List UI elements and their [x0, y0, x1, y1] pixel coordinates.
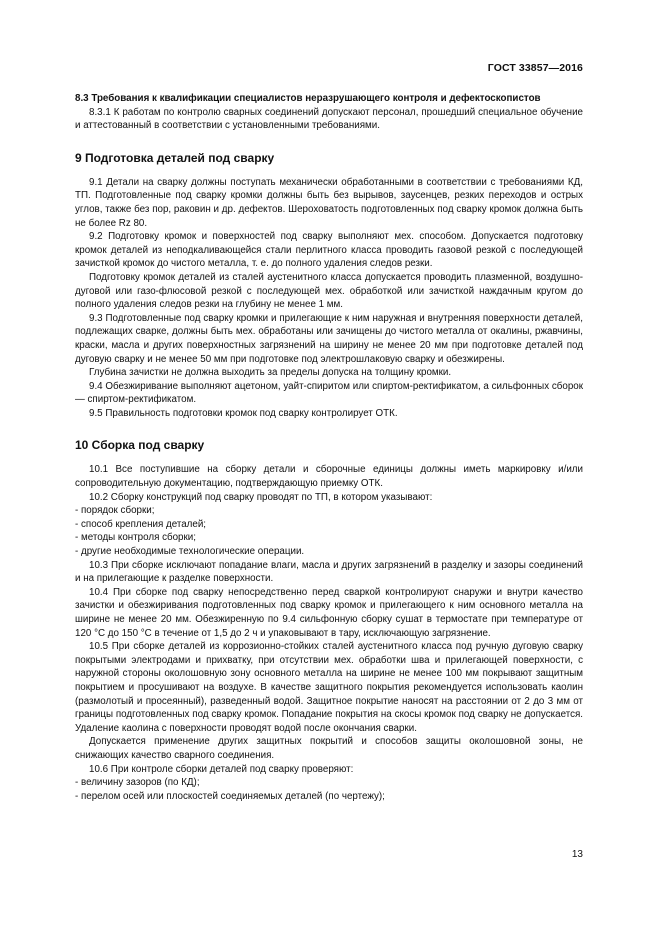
paragraph-9-5: 9.5 Правильность подготовки кромок под сварку контролирует ОТК. — [89, 407, 398, 419]
paragraph-9-4: 9.4 Обезжиривание выполняют ацетоном, уайт-спиритом или спиртом-ректификатом, а сильфонных сборок — спиртом-ректификатом. — [75, 380, 583, 406]
list-item: - способ крепления деталей; — [75, 518, 207, 530]
document-code-header: ГОСТ 33857—2016 — [487, 62, 583, 74]
paragraph-8-3-1: 8.3.1 К работам по контролю сварных соединений допускают персонал, прошедший специальное обучение и аттестованный в соответствии с установленными требованиями. — [75, 106, 583, 132]
list-10-6 — [75, 776, 583, 803]
list-item: - величину зазоров (по КД); — [75, 777, 200, 789]
paragraph-9-1: 9.1 Детали на сварку должны поступать механически обработанными в соответствии с требованиями КД, ТП. Подготовленные под сварку кромки должны быть без вырывов, заусенцев, резких переходов и острых углов, также без пор, раковин и др. дефектов. Шероховатость подготовленных под сварку кромок должна быть не более Rz 80. — [75, 176, 583, 229]
list-item: - порядок сборки; — [75, 505, 155, 517]
document-body — [75, 92, 583, 803]
paragraph-10-5: 10.5 При сборке деталей из коррозионно-стойких сталей аустенитного класса под ручную дуговую сварку покрытыми электродами и прихватку, при отсутствии мех. обработки шва и прилегающей поверхности, с наружной стороны околошовную зону основного металла на ширине не менее 100 мм покрывают защитным покрытием и просушивают на воздухе. В качестве защитного покрытия рекомендуется использовать каолин (размолотый и просеянный), разведенный водой. Защитное покрытие наносят на расстоянии от 2 до 3 мм от границы подготовленных под сварку кромок. Попадание покрытия на скосы кромок под сварку не допускается. Удаление каолина с поверхности проводят водой после окончания сварки. — [75, 641, 583, 734]
section-title-9: 9 Подготовка деталей под сварку — [75, 150, 275, 165]
paragraph-10-3: 10.3 При сборке исключают попадание влаги, масла и других загрязнений в разделку и зазоры соединений и на прилегающие к разделке поверхности. — [75, 559, 583, 585]
paragraph-10-4: 10.4 При сборке под сварку непосредственно перед сваркой контролируют снаружи и внутри качество зачистки и обезжиривания подготовленных под сварку кромок и прилегающего к ним основного металла на ширине не менее 20 мм. Обезжиренную по 9.4 сильфонную сборку сушат в термостате при температуре от 120 °С до 150 °С в течение от 1,5 до 2 ч и упаковывают в тару, исключающую загрязнение. — [75, 586, 583, 639]
list-10-2 — [75, 504, 583, 558]
paragraph-10-5-continued: Допускается применение других защитных покрытий и способов защиты околошовной зоны, не снижающих качество сварного соединения. — [75, 736, 583, 761]
section-title-10: 10 Сборка под сварку — [75, 438, 205, 453]
list-item: - перелом осей или плоскостей соединяемых деталей (по чертежу); — [75, 790, 385, 802]
paragraph-9-2: 9.2 Подготовку кромок и поверхностей под сварку выполняют мех. способом. Допускается подготовку кромок деталей из неподкаливающейся стали перлитного класса проводить газовой резкой с последующей зачисткой кромок до чистого металла, т. е. до полного удаления следов резки. — [75, 231, 583, 270]
paragraph-9-3-continued: Глубина зачистки не должна выходить за пределы допуска на толщину кромки. — [89, 367, 452, 379]
paragraph-9-3: 9.3 Подготовленные под сварку кромки и прилегающие к ним наружная и внутренняя поверхности деталей, подлежащих сварке, должны быть мех. обработаны или зачищены до чистого металла от окалины, ржавчины, краски, масла и других поверхностных загрязнений на ширину не менее 20 мм при подготовке деталей под дуговую сварку и не менее 50 мм при подготовке под электрошлаковую сварку и обезжирены. — [75, 312, 583, 365]
paragraph-10-1: 10.1 Все поступившие на сборку детали и сборочные единицы должны иметь маркировку и/или сопроводительную документацию, подтверждающую приемку ОТК. — [75, 464, 583, 490]
list-item: - методы контроля сборки; — [75, 532, 196, 544]
list-item: - другие необходимые технологические операции. — [75, 546, 305, 558]
paragraph-10-6: 10.6 При контроле сборки деталей под сварку проверяют: — [89, 763, 354, 775]
paragraph-9-2-continued: Подготовку кромок деталей из сталей аустенитного класса допускается проводить плазменной, воздушно-дуговой или газо-флюсовой резкой с последующей мех. обработкой или зачисткой наждачным кругом до полного удаления следов резки на глубину не менее 1 мм. — [75, 271, 583, 311]
page-number: 13 — [571, 849, 583, 860]
subsection-title-8-3: 8.3 Требования к квалификации специалистов неразрушающего контроля и дефектоскопистов — [75, 93, 541, 104]
paragraph-10-2: 10.2 Сборку конструкций под сварку проводят по ТП, в котором указывают: — [89, 491, 433, 503]
